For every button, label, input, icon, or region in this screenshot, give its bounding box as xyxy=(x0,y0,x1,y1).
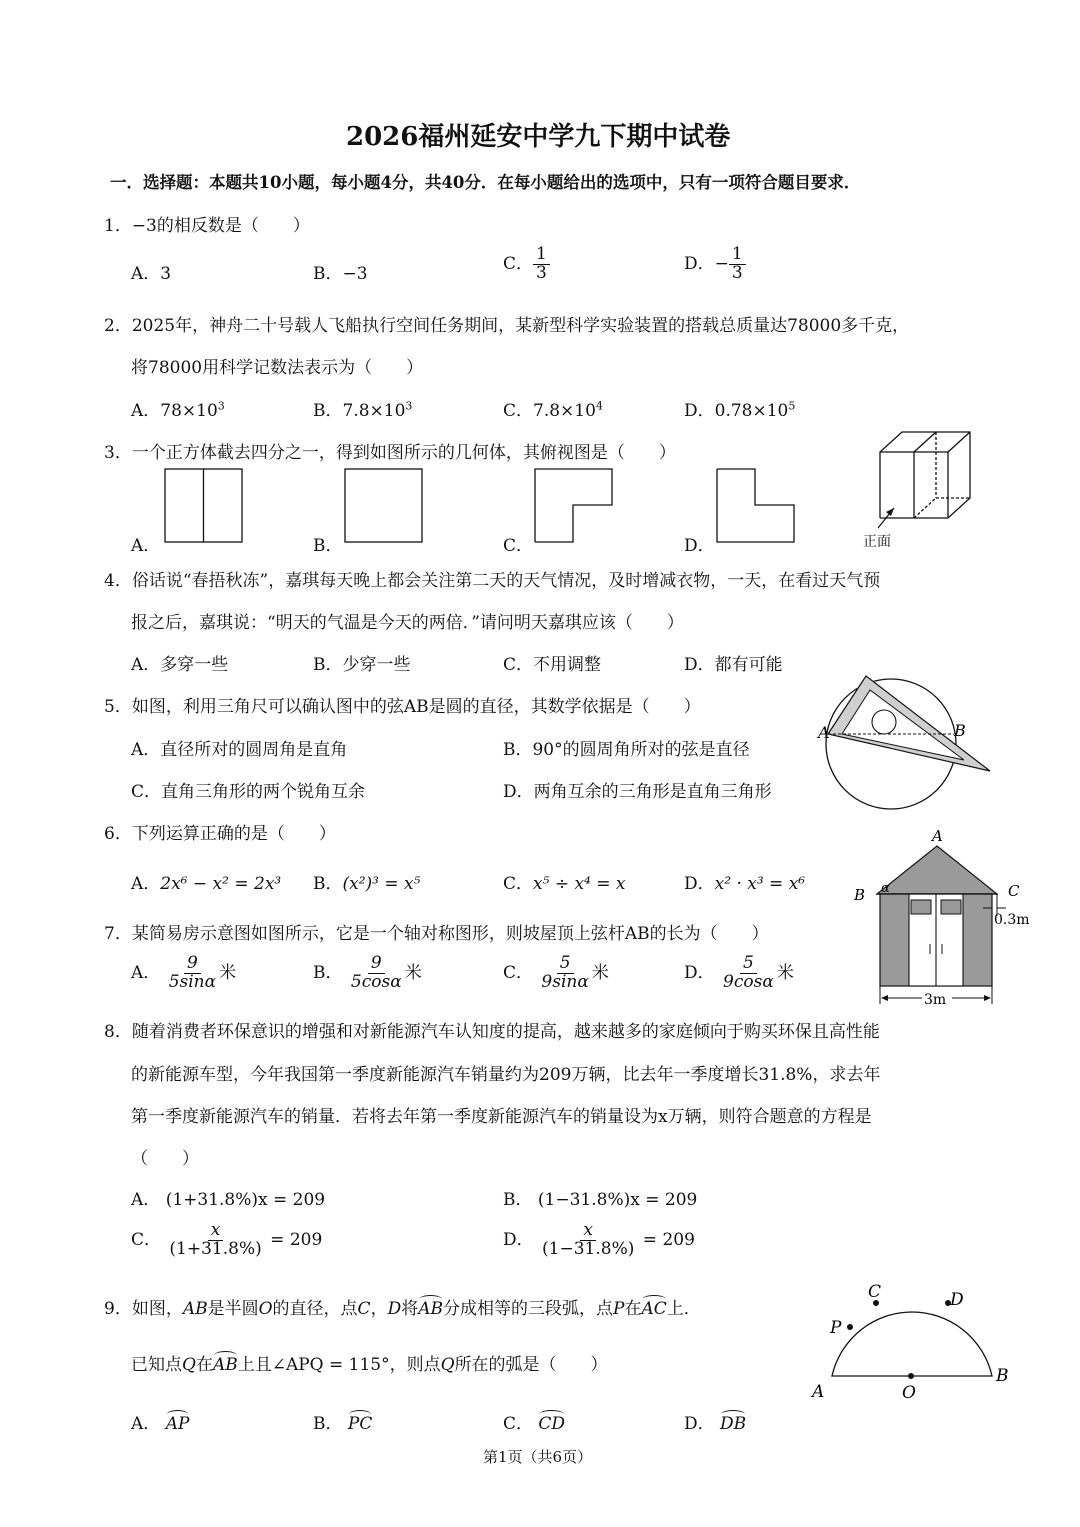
q9-option-c: C． CD xyxy=(503,1414,566,1434)
question-4-stem-line1: 4．俗话说“春捂秋冻”，嘉琪每天晚上都会关注第二天的天气情况，及时增减衣物，一天，在看过天气预 xyxy=(104,571,881,591)
question-9-stem-line1: 9．如图，AB是半圆O的直径，点C，D将AB分成相等的三段弧，点P在AC上． xyxy=(104,1299,701,1319)
question-9-stem-line2: 已知点Q在AB上且∠APQ = 115°，则点Q所在的弧是（ ） xyxy=(131,1355,608,1375)
q9-label-b: B xyxy=(996,1366,1009,1386)
q7-label-b: B xyxy=(854,886,866,904)
q3-option-c-figure xyxy=(534,468,614,544)
q1-option-c: C． $\frac{1}{3}$ xyxy=(503,246,550,283)
q1-option-a: A．3 xyxy=(131,264,172,284)
q9-option-d: D． DB xyxy=(684,1414,747,1434)
question-8-stem-line3: 第一季度新能源汽车的销量．若将去年第一季度新能源汽车的销量设为x万辆，则符合题意的方程是 xyxy=(131,1107,872,1127)
q5-option-b: B．90°的圆周角所对的弦是直径 xyxy=(503,740,750,760)
q9-label-o: O xyxy=(902,1383,916,1400)
q6-option-b: B．(x²)³ = x⁵ xyxy=(313,874,421,894)
q7-house-figure xyxy=(848,826,1038,1012)
q9-label-d: D xyxy=(950,1290,964,1310)
q7-option-b: B． $\frac{9}{5\cos\alpha}$ 米 xyxy=(313,953,422,992)
q5-label-b: B xyxy=(954,721,966,740)
q7-dim-03m: 0.3m xyxy=(994,912,1030,928)
q7-label-c: C xyxy=(1008,882,1020,900)
question-4-stem-line2: 报之后，嘉琪说：“明天的气温是今天的两倍．”请问明天嘉琪应该（ ） xyxy=(131,613,684,633)
q6-option-a: A．2x⁶ − x² = 2x³ xyxy=(131,874,282,894)
question-6-stem: 6．下列运算正确的是（ ） xyxy=(104,824,336,844)
q3-option-b-figure xyxy=(344,468,424,544)
q9-label-a: A xyxy=(812,1382,825,1400)
q8-option-b: B． (1−31.8%)x = 209 xyxy=(503,1190,698,1210)
q3-front-arrow xyxy=(872,502,902,532)
q8-option-d: D． $\frac{x}{(1-31.8\%)}$ = 209 xyxy=(503,1220,695,1259)
q1-option-b: B．−3 xyxy=(313,264,368,284)
q5-option-a: A．直径所对的圆周角是直角 xyxy=(131,740,348,760)
q9-option-a: A． AP xyxy=(131,1414,190,1434)
q4-option-d: D．都有可能 xyxy=(684,655,783,675)
q7-dim-3m: 3m xyxy=(924,992,947,1008)
question-8-stem-line1: 8．随着消费者环保意识的增强和对新能源汽车认知度的提高，越来越多的家庭倾向于购买环保且高性能 xyxy=(104,1022,880,1042)
q7-option-d: D． $\frac{5}{9\cos\alpha}$ 米 xyxy=(684,953,794,992)
q7-label-a: A xyxy=(932,827,943,845)
question-3-stem: 3．一个正方体截去四分之一，得到如图所示的几何体，其俯视图是（ ） xyxy=(104,443,676,463)
q4-option-a: A．多穿一些 xyxy=(131,655,229,675)
page-footer: 第1页（共6页） xyxy=(483,1448,593,1466)
question-2-stem-line2: 将78000用科学记数法表示为（ ） xyxy=(131,358,424,378)
q2-option-a: A．$78\times 10^3$ xyxy=(131,399,225,421)
q2-option-d: D．$0.78\times 10^5$ xyxy=(684,399,796,421)
q9-label-c: C xyxy=(868,1284,882,1302)
q5-option-c: C．直角三角形的两个锐角互余 xyxy=(131,782,366,802)
q6-option-d: D．x² · x³ = x⁶ xyxy=(684,874,806,894)
question-2-stem-line1: 2．2025年，神舟二十号载人飞船执行空间任务期间，某新型科学实验装置的搭载总质量达78000多千克， xyxy=(104,316,910,336)
q5-label-a: A xyxy=(818,723,830,742)
q2-option-c: C．$7.8\times 10^4$ xyxy=(503,399,603,421)
q7-option-a: A． $\frac{9}{5\sin\alpha}$ 米 xyxy=(131,953,237,992)
question-1-stem: 1．−3的相反数是（ ） xyxy=(104,216,310,236)
q9-label-p: P xyxy=(830,1318,842,1338)
q3-option-d-label: D． xyxy=(684,536,715,556)
q4-option-b: B．少穿一些 xyxy=(313,655,411,675)
q8-option-c: C． $\frac{x}{(1+31.8\%)}$ = 209 xyxy=(131,1220,323,1259)
q3-option-a-figure xyxy=(164,468,244,544)
question-7-stem: 7．某简易房示意图如图所示，它是一个轴对称图形，则坡屋顶上弦杆AB的长为（ ） xyxy=(104,924,769,944)
question-8-stem-line4: （ ） xyxy=(131,1149,199,1169)
q9-semicircle-figure xyxy=(806,1284,1016,1400)
q5-option-d: D．两角互余的三角形是直角三角形 xyxy=(503,782,772,802)
q3-option-b-label: B． xyxy=(313,536,343,556)
question-8-stem-line2: 的新能源车型，今年我国第一季度新能源汽车销量约为209万辆，比去年一季度增长31.8%，求去年 xyxy=(131,1065,881,1085)
q3-front-label: 正面 xyxy=(863,534,891,550)
page-title: 2026福州延安中学九下期中试卷 xyxy=(346,122,731,152)
q4-option-c: C．不用调整 xyxy=(503,655,602,675)
section-heading: 一．选择题：本题共10小题，每小题4分，共40分．在每小题给出的选项中，只有一项符合题目要求． xyxy=(110,173,861,192)
q6-option-c: C．x⁵ ÷ x⁴ = x xyxy=(503,874,626,894)
q7-option-c: C． $\frac{5}{9\sin\alpha}$ 米 xyxy=(503,953,609,992)
q3-option-d-figure xyxy=(716,468,796,544)
q9-option-b: B． PC xyxy=(313,1414,373,1434)
q1-option-d: D．− $\frac{1}{3}$ xyxy=(684,246,746,283)
q8-option-a: A． (1+31.8%)x = 209 xyxy=(131,1190,326,1210)
q3-option-c-label: C． xyxy=(503,536,534,556)
question-5-stem: 5．如图，利用三角尺可以确认图中的弦AB是圆的直径，其数学依据是（ ） xyxy=(104,697,701,717)
q5-circle-triangle-figure xyxy=(814,672,998,822)
q7-label-alpha: α xyxy=(881,881,890,896)
q2-option-b: B．$7.8\times 10^3$ xyxy=(313,399,413,421)
q3-option-a-label: A． xyxy=(131,536,161,556)
